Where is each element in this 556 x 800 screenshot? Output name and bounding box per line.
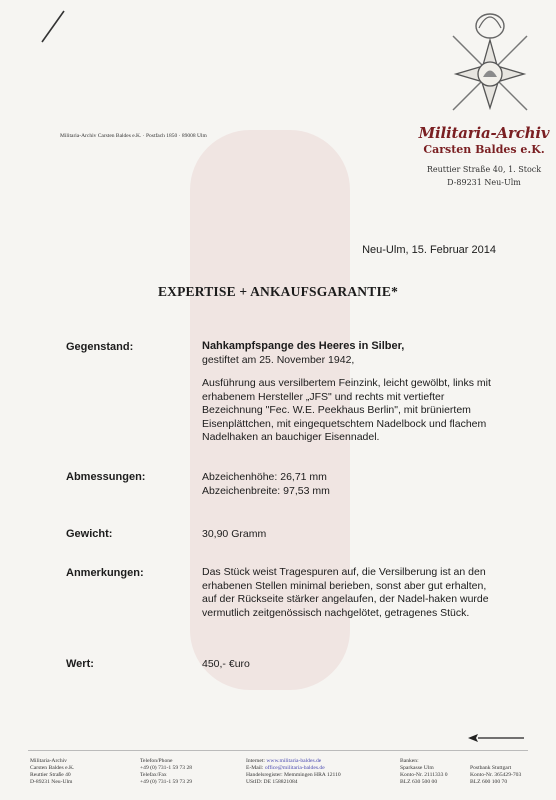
footer-bank-sparkasse: Banken: Sparkasse Ulm Konto-Nr. 2111333 0 BLZ 630 500 00: [400, 758, 448, 785]
footer-bank-postbank: Postbank Stuttgart Konto-Nr. 365429-703 BLZ 600 100 70: [470, 765, 522, 785]
website-link[interactable]: www.militaria-baldes.de: [266, 758, 322, 764]
email-link[interactable]: office@militaria-baldes.de: [264, 765, 325, 771]
footer-contact: Internet: www.militaria-baldes.de E-Mail: office@militaria-baldes.de Handelsregister: Memmingen HRA 12110 UStID: DE 158821084: [246, 758, 341, 785]
item-founded: gestiftet am 25. November 1942,: [202, 353, 355, 366]
place-date: Neu-Ulm, 15. Februar 2014: [362, 244, 496, 256]
item-description: Ausführung aus versilbertem Feinzink, leicht gewölbt, links mit erhabenem Hersteller „JFS" und rechts mit vertiefter Bezeichnung "Fec. W.E. Peekhaus Berlin", mit brüniertem Eisenplättchen, mit eingequetschtem Nadelbock und flachem Nadelhaken an bauchiger Eisennadel.: [202, 377, 491, 443]
label-gewicht: Gewicht:: [66, 528, 113, 540]
letterhead-street: Reuttier Straße 40, 1. Stock: [426, 165, 542, 174]
letterhead-city: D-89231 Neu-Ulm: [447, 178, 521, 187]
sender-address-line: Militaria-Archiv Carsten Baldes e.K. · Postfach 1850 · 89008 Ulm: [60, 133, 207, 139]
footer-company: Militaria-Archiv Carsten Baldes e.K. Reuttier Straße 40 D-89231 Neu-Ulm: [30, 758, 75, 785]
badge-height: Abzeichenhöhe: 26,71 mm: [202, 471, 327, 483]
label-gegenstand: Gegenstand:: [66, 341, 134, 353]
label-anmerkungen: Anmerkungen:: [66, 567, 144, 579]
value-abmessungen: [202, 471, 502, 498]
value-anmerkungen: Das Stück weist Tragespuren auf, die Versilberung ist an den erhabenen Stellen minimal berieben, sonst aber gut erhalten, auf der Rückseite stärker angelaufen, der Nadel-haken wurde vermutlich zeitgenössisch nachgelötet, getragenes Stück.: [202, 566, 489, 619]
pen-stroke-mark: [38, 8, 68, 44]
footer-phone: Telefon/Phone +49 (0) 731-1 59 73 28 Telefax/Fax +49 (0) 731-1 59 73 29: [140, 758, 193, 785]
document-title: EXPERTISE + ANKAUFSGARANTIE*: [157, 284, 399, 299]
arrow-mark-icon: [464, 732, 528, 744]
footer-divider: [28, 750, 528, 751]
label-abmessungen: Abmessungen:: [66, 471, 146, 483]
brand-owner: Carsten Baldes e.K.: [423, 143, 545, 156]
cross-emblem-icon: [435, 6, 545, 124]
value-wert: 450,- €uro: [202, 658, 250, 670]
label-wert: Wert:: [66, 658, 94, 670]
brand-name: Militaria-Archiv: [418, 124, 550, 142]
value-gegenstand: [202, 340, 502, 445]
badge-width: Abzeichenbreite: 97,53 mm: [202, 484, 330, 497]
item-name: Nahkampfspange des Heeres in Silber,: [202, 340, 405, 352]
value-gewicht: 30,90 Gramm: [202, 528, 267, 540]
